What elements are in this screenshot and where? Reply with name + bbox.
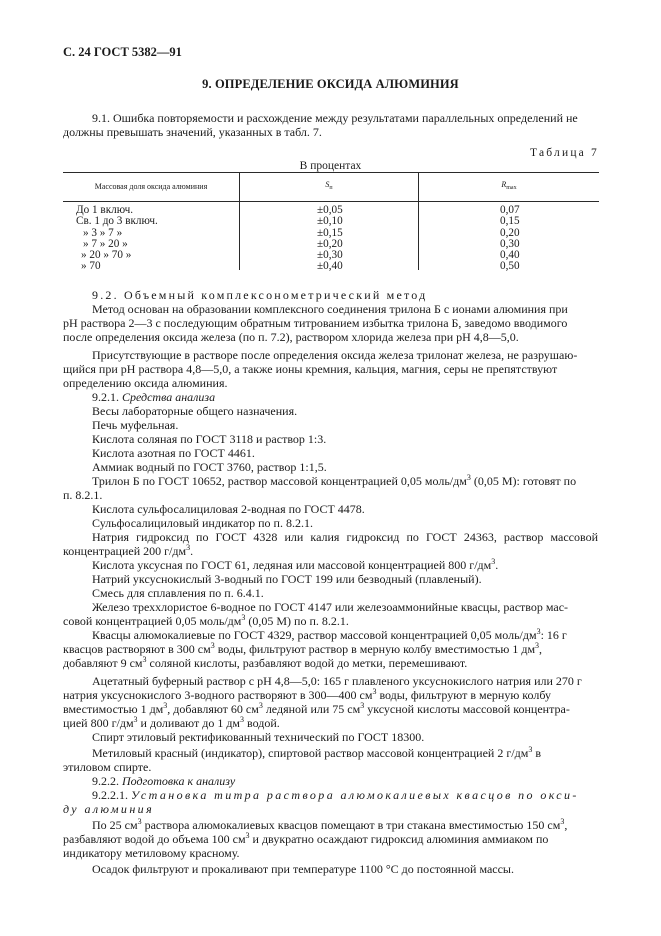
table-header-rmax: $R_{max}$ xyxy=(501,180,517,191)
table-cell-range: » 7 » 20 » xyxy=(83,237,128,250)
table-cell-range: » 70 xyxy=(81,260,101,273)
item-ammonia: Аммиак водный по ГОСТ 3760, раствор 1:1,5. xyxy=(92,460,327,474)
item-balance: Весы лабораторные общего назначения. xyxy=(92,404,298,418)
table-units: В процентах xyxy=(299,160,362,172)
item-trilon-line-2: п. 8.2.1. xyxy=(63,488,103,502)
item-hno3: Кислота азотная по ГОСТ 4461. xyxy=(92,446,255,460)
item-methyl-red-line-2: этиловом спирте. xyxy=(63,760,152,774)
table-cell-rmax: 0,20 xyxy=(500,226,520,239)
item-ferric-chloride-line-2: совой концентрацией 0,05 моль/$дм^3$ (0,05 М) по п. 8.2.1. xyxy=(63,613,349,628)
paragraph-9-1-line-1: 9.1. Ошибка повторяемости и расхождение между результатами параллельных определений не xyxy=(92,111,578,125)
table-cell-sn: ±0,30 xyxy=(317,249,343,262)
item-buffer-line-1: Ацетатный буферный раствор с pH 4,8—5,0: 165 г плавленого уксуснокислого натрия или 270 г xyxy=(92,674,582,688)
table-cell-range: » 20 » 70 » xyxy=(81,249,132,262)
subsection-9-2-2: 9.2.2. Подготовка к анализу xyxy=(92,774,236,788)
interference-line-1: Присутствующие в растворе после определения оксида железа трилонат железа, не разрушаю- xyxy=(92,348,578,362)
subsection-9-2-1: 9.2.1. Средства анализа xyxy=(92,390,216,404)
item-trilon-line-1: Трилон Б по ГОСТ 10652, раствор массовой концентрацией 0,05 моль/$дм^3$ (0,05 М): готовят по xyxy=(92,473,577,488)
table-cell-range: Св. 1 до 3 включ. xyxy=(76,215,158,228)
item-methyl-red-line-1: Метиловый красный (индикатор), спиртовой раствор массовой концентрацией 2 $г/дм^3$ в xyxy=(92,745,541,760)
item-alum-line-1: Квасцы алюмокалиевые по ГОСТ 4329, раствор массовой концентрацией 0,05 моль/$дм^3$: 16 г xyxy=(92,627,567,642)
section-title: 9. ОПРЕДЕЛЕНИЕ ОКСИДА АЛЮМИНИЯ xyxy=(202,77,459,91)
item-fusion-mixture: Смесь для сплавления по п. 6.4.1. xyxy=(92,586,264,600)
table-cell-range: » 3 » 7 » xyxy=(83,226,123,239)
item-alum-line-2: квасцов растворяют в 300 $см^3$ воды, фильтруют раствор в мерную колбу вместимостью 1 $дм^3$, xyxy=(63,641,543,656)
item-buffer-line-4: цией 800 $г/дм^3$ и доливают до 1 $дм^3$ водой. xyxy=(63,715,280,730)
item-sodium-acetate: Натрий уксуснокислый 3-водный по ГОСТ 199 или безводный (плавленый). xyxy=(92,572,482,586)
item-furnace: Печь муфельная. xyxy=(92,418,179,432)
item-sulfosalicylic-indicator: Сульфосалициловый индикатор по п. 8.2.1. xyxy=(92,516,313,530)
method-title: 9.2. Объемный комплексонометрический метод xyxy=(92,288,428,302)
titer-text-line-1: По 25 $см^3$ раствора алюмокалиевых квасцов помещают в три стакана вместимостью 150 $см^3$, xyxy=(92,817,568,832)
table-header-mass-fraction: Массовая доля оксида алюминия xyxy=(94,182,208,191)
item-buffer-line-2: натрия уксуснокислого 3-водного растворяют в 300—400 $см^3$ воды, фильтруют в мерную колбу xyxy=(63,687,551,702)
table-label: Таблица 7 xyxy=(530,147,599,159)
method-intro-line-3: после определения оксида железа (по п. 7.2), раствором хлорида железа при pH 4,8—5,0. xyxy=(63,330,519,344)
titer-text-line-2: разбавляют водой до объема 100 $см^3$ и двукратно осаждают гидроксид алюминия аммиаком по xyxy=(63,831,549,846)
item-sulfosalicylic-acid: Кислота сульфосалициловая 2-водная по ГОСТ 4478. xyxy=(92,502,365,516)
table-cell-sn: ±0,20 xyxy=(317,237,343,250)
paragraph-9-1-line-2: должны превышать значений, указанных в табл. 7. xyxy=(63,125,322,139)
interference-line-3: определению оксида алюминия. xyxy=(63,376,228,390)
table-cell-sn: ±0,05 xyxy=(317,204,343,216)
subsection-9-2-2-1-heading-line-2: ду алюминия xyxy=(63,802,155,816)
titer-text-line-3: индикатору метиловому красному. xyxy=(63,846,240,860)
interference-line-2: щийся при pH раствора 4,8—5,0, а также ионы кремния, кальция, магния, серы не препятствуют xyxy=(63,362,558,376)
item-ferric-chloride-line-1: Железо треххлористое 6-водное по ГОСТ 4147 или железоаммонийные квасцы, раствор мас- xyxy=(92,600,569,614)
page-header: С. 24 ГОСТ 5382—91 xyxy=(63,45,182,59)
table-cell-rmax: 0,15 xyxy=(500,215,520,228)
item-acetic-acid: Кислота уксусная по ГОСТ 61, ледяная или массовой концентрацией 800 $г/дм^3$. xyxy=(92,557,499,572)
table-top-rule xyxy=(63,172,599,173)
table-cell-rmax: 0,30 xyxy=(500,237,520,250)
item-naoh-line-1: Натрия гидроксид по ГОСТ 4328 или калия гидроксид по ГОСТ 24363, раствор массовой xyxy=(92,530,598,544)
table-cell-sn: ±0,15 xyxy=(317,226,343,239)
table-col-rmax xyxy=(500,205,520,273)
method-intro-line-2: pH раствора 2—3 с последующим обратным титрованием избытка трилона Б, заведомо вводимого xyxy=(63,316,568,330)
subsection-9-2-2-1-heading-line-1: 9.2.2.1. Установка титра раствора алюмокалиевых квасцов по окси- xyxy=(92,788,579,802)
subsection-heading: Средства анализа xyxy=(122,390,216,404)
table-cell-range: До 1 включ. xyxy=(76,204,134,216)
table-col-ranges xyxy=(76,205,158,273)
table-cell-rmax: 0,40 xyxy=(500,249,520,262)
table-col-sn xyxy=(317,205,343,273)
table-header-sn: $S_п$ xyxy=(325,180,333,191)
item-hcl: Кислота соляная по ГОСТ 3118 и раствор 1:3. xyxy=(92,432,327,446)
titer-text-line-4: Осадок фильтруют и прокаливают при температуре 1100 °С до постоянной массы. xyxy=(92,862,514,876)
table-cell-rmax: 0,07 xyxy=(500,204,520,216)
table-cell-rmax: 0,50 xyxy=(500,260,520,273)
item-buffer-line-3: вместимостью 1 $дм^3$, добавляют 60 $см^3$ ледяной или 75 $см^3$ уксусной кислоты массовой концентра- xyxy=(63,701,570,716)
item-ethanol: Спирт этиловый ректификованный технический по ГОСТ 18300. xyxy=(92,730,425,744)
subsection-heading: Подготовка к анализу xyxy=(122,774,236,788)
table-cell-sn: ±0,10 xyxy=(317,215,343,228)
item-alum-line-3: добавляют 9 $см^3$ соляной кислоты, разбавляют водой до метки, перемешивают. xyxy=(63,655,468,670)
table-cell-sn: ±0,40 xyxy=(317,260,343,273)
table-header-rule xyxy=(63,201,599,202)
method-intro-line-1: Метод основан на образовании комплексного соединения трилона Б с ионами алюминия при xyxy=(92,302,568,316)
item-naoh-line-2: концентрацией 200 $г/дм^3$. xyxy=(63,543,194,558)
